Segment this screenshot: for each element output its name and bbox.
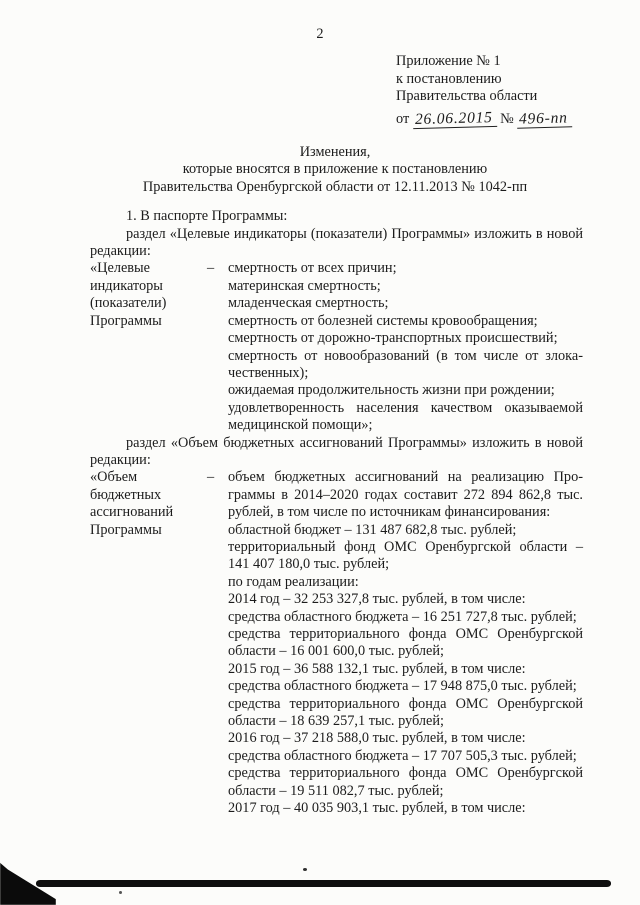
budget-item: территориальный фонд ОМС Оренбургской области – 141 407 180,0 тыс. рублей; <box>228 538 583 573</box>
scan-artifact-bar <box>36 880 611 887</box>
indicators-definition <box>90 260 583 434</box>
indicators-term-column <box>90 260 207 434</box>
appendix-date-line <box>396 110 640 128</box>
paragraph-budget-intro: раздел «Объем бюджетных ассигнований Программы» изложить в новой редакции: <box>90 434 583 468</box>
indicator-item: ожидаемая продолжительность жизни при рождении; <box>228 382 555 399</box>
indicator-item: смертность от дорожно-транспортных происшествий; <box>228 330 558 347</box>
appendix-line: Приложение № 1 <box>396 53 501 70</box>
document-title <box>90 144 580 196</box>
title-line: Изменения, <box>299 144 371 161</box>
budget-item: средства территориального фонда ОМС Оренбургской области – 19 511 082,7 тыс. рублей; <box>228 765 583 799</box>
definition-dash: – <box>207 260 215 277</box>
paragraph-indicators-intro: раздел «Целевые индикаторы (показатели) Программы» изложить в новой редакции: <box>90 225 583 260</box>
date-prefix: от <box>396 110 410 127</box>
handwritten-date: 26.06.2015 <box>413 109 497 130</box>
appendix-line: Правительства области <box>396 88 538 105</box>
term-line: Программы <box>90 521 162 538</box>
indicator-item: младенческая смертность; <box>228 295 389 312</box>
budget-item: областной бюджет – 131 487 682,8 тыс. рублей; <box>228 521 517 538</box>
handwritten-document-number: 496-пп <box>517 109 572 129</box>
budget-item: средства территориального фонда ОМС Оренбургской области – 18 639 257,1 тыс. рублей; <box>228 695 583 730</box>
budget-item: 2016 год – 37 218 588,0 тыс. рублей, в том числе: <box>228 730 526 747</box>
budget-item: объем бюджетных ассигнований на реализацию Программы в 2014–2020 годах составит 272 894 862,8 тыс. рублей, в том числе по источникам финансирования: <box>228 469 583 521</box>
budget-item: средства территориального фонда ОМС Оренбургской области – 16 001 600,0 тыс. рублей; <box>228 626 583 660</box>
scan-artifact-dot <box>303 868 307 871</box>
indicators-list <box>228 260 583 434</box>
budget-item: средства областного бюджета – 17 707 505,3 тыс. рублей; <box>228 747 577 764</box>
budget-item: средства областного бюджета – 17 948 875,0 тыс. рублей; <box>228 678 577 695</box>
paragraph-passport: 1. В паспорте Программы: <box>126 208 288 225</box>
indicator-item: материнская смертность; <box>228 277 381 294</box>
appendix-block <box>396 53 640 128</box>
term-line: (показатели) <box>90 295 167 312</box>
term-line: «Объем <box>90 469 138 486</box>
budget-term-column <box>90 469 207 817</box>
indicator-item: удовлетворенность населения качеством оказываемой медицинской помощи»; <box>228 399 583 434</box>
budget-definition <box>90 469 583 817</box>
budget-item: 2017 год – 40 035 903,1 тыс. рублей, в том числе: <box>228 800 526 817</box>
scan-artifact-dot <box>119 891 122 894</box>
definition-dash: – <box>207 469 215 486</box>
term-line: индикаторы <box>90 277 163 294</box>
budget-item: 2014 год – 32 253 327,8 тыс. рублей, в том числе: <box>228 591 526 608</box>
budget-item: по годам реализации: <box>228 573 359 590</box>
appendix-line: к постановлению <box>396 70 502 87</box>
indicator-item: смертность от болезней системы кровообращения; <box>228 312 538 329</box>
indicator-item: смертность от новообразований (в том числе от злокачественных); <box>228 347 583 381</box>
term-line: ассигнований <box>90 504 174 521</box>
term-line: Программы <box>90 312 162 329</box>
term-line: «Целевые <box>90 260 151 277</box>
page-number: 2 <box>316 26 324 42</box>
budget-item: средства областного бюджета – 16 251 727,8 тыс. рублей; <box>228 608 577 625</box>
indicator-item: смертность от всех причин; <box>228 260 397 277</box>
budget-item: 2015 год – 36 588 132,1 тыс. рублей, в том числе: <box>228 660 526 677</box>
document-body <box>90 208 583 817</box>
budget-list <box>228 469 583 817</box>
title-line: Правительства Оренбургской области от 12.11.2013 № 1042-пп <box>142 178 528 195</box>
number-sign: № <box>500 110 514 127</box>
title-line: которые вносятся в приложение к постановлению <box>182 161 488 178</box>
term-line: бюджетных <box>90 486 162 503</box>
